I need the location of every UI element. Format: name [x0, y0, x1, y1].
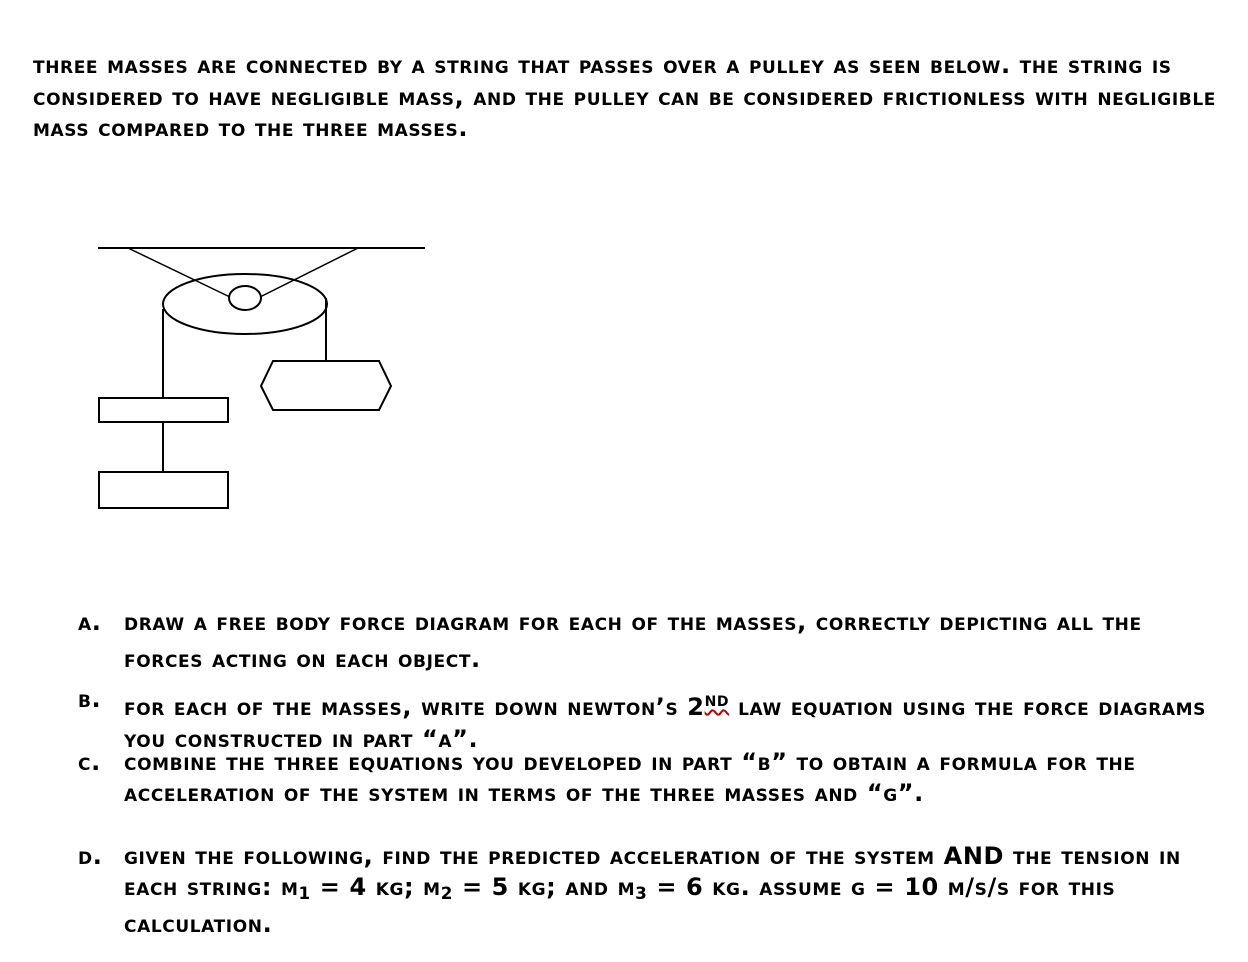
- question-d: [78, 841, 1228, 940]
- question-c-text: combine the three equations you developed in part “b” to obtain a formula for the acceleration of the system in terms of the three masses and “g”.: [124, 748, 1136, 807]
- mass-block-upper-left: [99, 398, 228, 422]
- question-c-letter: c.: [78, 748, 101, 776]
- question-d-sub-3: 3: [635, 883, 648, 904]
- intro-paragraph: three masses are connected by a string that passes over a pulley as seen below. the string is considered to have negligible mass, and the pulley can be considered frictionless with negligible mass compared to the three masses.: [33, 51, 1216, 142]
- pulley-axle: [229, 286, 261, 310]
- question-b-superscript: nd: [704, 687, 730, 711]
- question-d-text-3: the tension in each string: m: [124, 842, 1181, 901]
- question-b-letter: b.: [78, 685, 102, 713]
- question-d-sub-2: 2: [440, 883, 453, 904]
- question-b: [78, 683, 1228, 755]
- question-a: [78, 604, 1228, 678]
- question-b-post: law equation using the force diagrams you constructed in part “a”.: [124, 693, 1207, 754]
- question-d-text-1: given the following, find the predicted acceleration of the system: [124, 842, 935, 870]
- question-a-text: draw a free body force diagram for each of the masses, correctly depicting all the forces acting on each object.: [124, 608, 1142, 673]
- question-d-letter: d.: [78, 842, 103, 870]
- question-a-letter: a.: [78, 608, 102, 636]
- support-right: [258, 248, 358, 298]
- question-b-text: [124, 683, 1228, 755]
- question-d-text-6: = 6 kg. assume g = 10 m/s/s for this calculation.: [124, 873, 1116, 939]
- question-d-text: [124, 841, 1228, 940]
- support-left: [128, 248, 232, 298]
- question-d-text-5: = 5 kg; and m: [452, 873, 636, 901]
- mass-block-right: [261, 361, 391, 410]
- question-c: [78, 747, 1228, 809]
- mass-block-lower-left: [99, 472, 228, 508]
- question-d-sub-1: 1: [298, 883, 311, 904]
- question-d-and: AND: [943, 842, 1005, 870]
- question-b-pre: for each of the masses, write down newton’s 2: [124, 693, 705, 722]
- question-d-text-4: = 4 kg; m: [310, 873, 441, 901]
